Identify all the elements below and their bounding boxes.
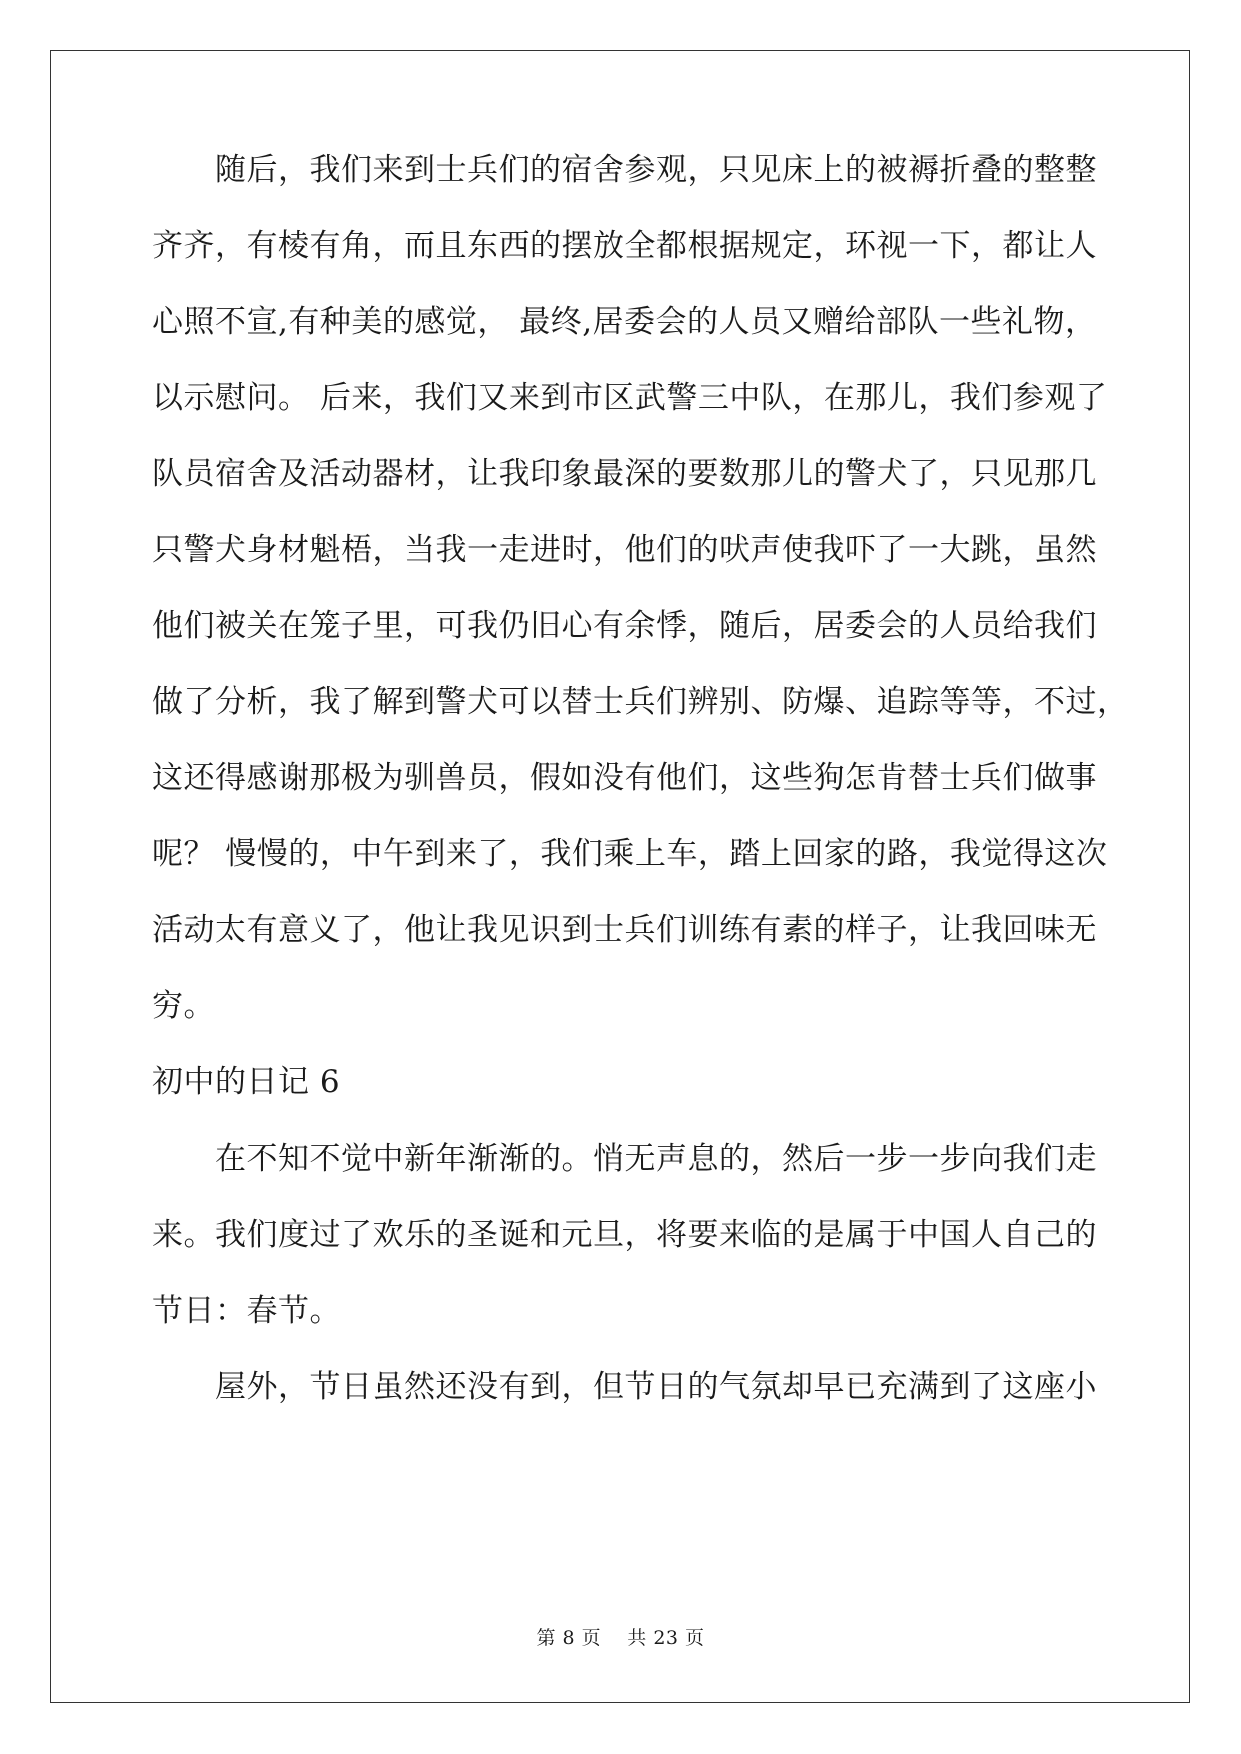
- text-line: 在不知不觉中新年渐渐的。悄无声息的，然后一步一步向我们走: [152, 1141, 1097, 1177]
- section-heading: 初中的日记 6: [152, 1064, 341, 1100]
- text-line: 穷。: [152, 988, 215, 1024]
- text-line: 屋外，节日虽然还没有到，但节日的气氛却早已充满到了这座小: [152, 1369, 1097, 1405]
- text-line: 心照不宣,有种美的感觉， 最终,居委会的人员又赠给部队一些礼物，: [152, 304, 1097, 340]
- text-line: 呢？ 慢慢的，中午到来了，我们乘上车，踏上回家的路，我觉得这次: [152, 836, 1108, 872]
- text-line: 他们被关在笼子里，可我仍旧心有余悸，随后，居委会的人员给我们: [152, 608, 1097, 644]
- text-line: 齐齐，有棱有角，而且东西的摆放全都根据规定，环视一下，都让人: [152, 228, 1097, 264]
- text-line: 只警犬身材魁梧，当我一走进时，他们的吠声使我吓了一大跳，虽然: [152, 532, 1097, 568]
- page-border: [50, 50, 1190, 1703]
- text-line: 活动太有意义了，他让我见识到士兵们训练有素的样子，让我回味无: [152, 912, 1097, 948]
- text-line: 以示慰问。 后来，我们又来到市区武警三中队，在那儿，我们参观了: [152, 380, 1108, 416]
- text-line: 随后，我们来到士兵们的宿舍参观，只见床上的被褥折叠的整整: [152, 152, 1097, 188]
- text-line: 做了分析，我了解到警犬可以替士兵们辨别、防爆、追踪等等，不过，: [152, 684, 1129, 720]
- text-line: 节日：春节。: [152, 1293, 341, 1329]
- text-line: 来。我们度过了欢乐的圣诞和元旦，将要来临的是属于中国人自己的: [152, 1217, 1097, 1253]
- text-line: 这还得感谢那极为驯兽员，假如没有他们，这些狗怎肯替士兵们做事: [152, 760, 1097, 796]
- text-line: 队员宿舍及活动器材，让我印象最深的要数那儿的警犬了，只见那几: [152, 456, 1097, 492]
- page-number-footer: 第 8 页 共 23 页: [536, 1627, 705, 1649]
